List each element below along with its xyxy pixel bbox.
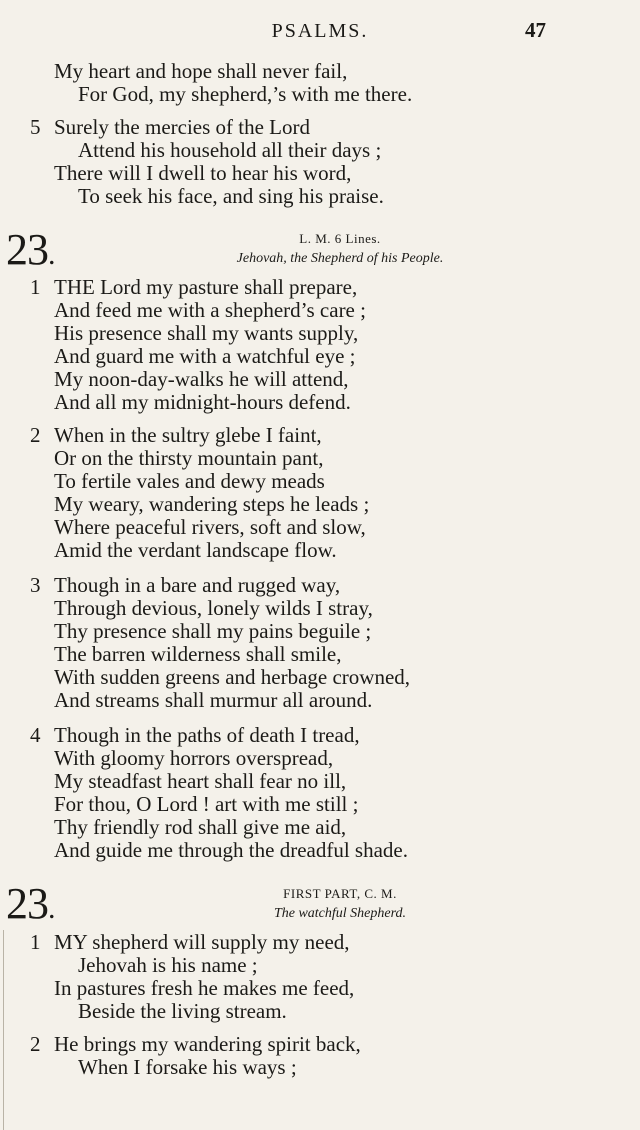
verse-line: Where peaceful rivers, soft and slow, <box>54 515 366 539</box>
verse-line: Or on the thirsty mountain pant, <box>54 446 324 470</box>
verse-line: My noon-day-walks he will attend, <box>54 367 349 391</box>
verse-line: When I forsake his ways ; <box>78 1055 297 1079</box>
verse-line: And streams shall murmur all around. <box>54 688 373 712</box>
hymn-meter: FIRST PART, C. M. <box>283 886 397 901</box>
hymn-meter: L. M. 6 Lines. <box>299 231 381 246</box>
verse-line: And all my midnight-hours defend. <box>54 390 351 414</box>
verse-line: Jehovah is his name ; <box>78 953 258 977</box>
verse-number: 1 <box>30 930 41 954</box>
verse-line: Though in a bare and rugged way, <box>54 573 341 597</box>
verse-line: His presence shall my wants supply, <box>54 321 359 345</box>
verse-line: THE Lord my pasture shall prepare, <box>54 275 358 299</box>
verse-line: Surely the mercies of the Lord <box>54 115 310 139</box>
verse-line: With sudden greens and herbage crowned, <box>54 665 411 689</box>
verse-line: Amid the verdant landscape flow. <box>54 538 337 562</box>
verse-line: MY shepherd will supply my need, <box>54 930 350 954</box>
hymn-number-dot: . <box>48 238 55 271</box>
hymn-number-digits: 23 <box>6 225 48 274</box>
page-title: PSALMS. <box>271 20 369 42</box>
verse-number: 5 <box>30 115 41 139</box>
hymn-subtitle: The watchful Shepherd. <box>273 906 407 921</box>
verse-line: Thy presence shall my pains beguile ; <box>54 619 372 643</box>
verse-number: 3 <box>30 573 41 597</box>
verse-number: 2 <box>30 423 41 447</box>
verse-number: 2 <box>30 1032 41 1056</box>
verse-line: My weary, wandering steps he leads ; <box>54 492 370 516</box>
verse-line: And guide me through the dreadful shade. <box>54 838 408 862</box>
verse-line: For God, my shepherd,’s with me there. <box>78 82 413 106</box>
verse-line: Through devious, lonely wilds I stray, <box>54 596 373 620</box>
verse-line: He brings my wandering spirit back, <box>54 1032 361 1056</box>
verse-line: When in the sultry glebe I faint, <box>54 423 322 447</box>
hymn-number-digits: 23 <box>6 879 48 928</box>
hymn-number-dot: . <box>48 892 55 925</box>
hymn-subtitle: Jehovah, the Shepherd of his People. <box>236 251 444 266</box>
verse-line: With gloomy horrors overspread, <box>54 746 334 770</box>
verse-line: For thou, O Lord ! art with me still ; <box>54 792 359 816</box>
verse-line: The barren wilderness shall smile, <box>54 642 342 666</box>
verse-line: There will I dwell to hear his word, <box>54 161 352 185</box>
verse-line: Thy friendly rod shall give me aid, <box>54 815 347 839</box>
verse-number: 4 <box>30 723 41 747</box>
page-number: 47 <box>525 18 546 42</box>
verse-line: Beside the living stream. <box>78 999 287 1023</box>
verse-line: To seek his face, and sing his praise. <box>78 184 384 208</box>
verse-line: To fertile vales and dewy meads <box>54 469 325 493</box>
verse-line: My heart and hope shall never fail, <box>54 59 348 83</box>
verse-line: My steadfast heart shall fear no ill, <box>54 769 347 793</box>
verse-number: 1 <box>30 275 41 299</box>
verse-line: Attend his household all their days ; <box>78 138 382 162</box>
page-edge-shadow <box>3 930 4 1130</box>
verse-line: Though in the paths of death I tread, <box>54 723 360 747</box>
verse-line: In pastures fresh he makes me feed, <box>54 976 355 1000</box>
verse-line: And guard me with a watchful eye ; <box>54 344 356 368</box>
verse-line: And feed me with a shepherd’s care ; <box>54 298 366 322</box>
